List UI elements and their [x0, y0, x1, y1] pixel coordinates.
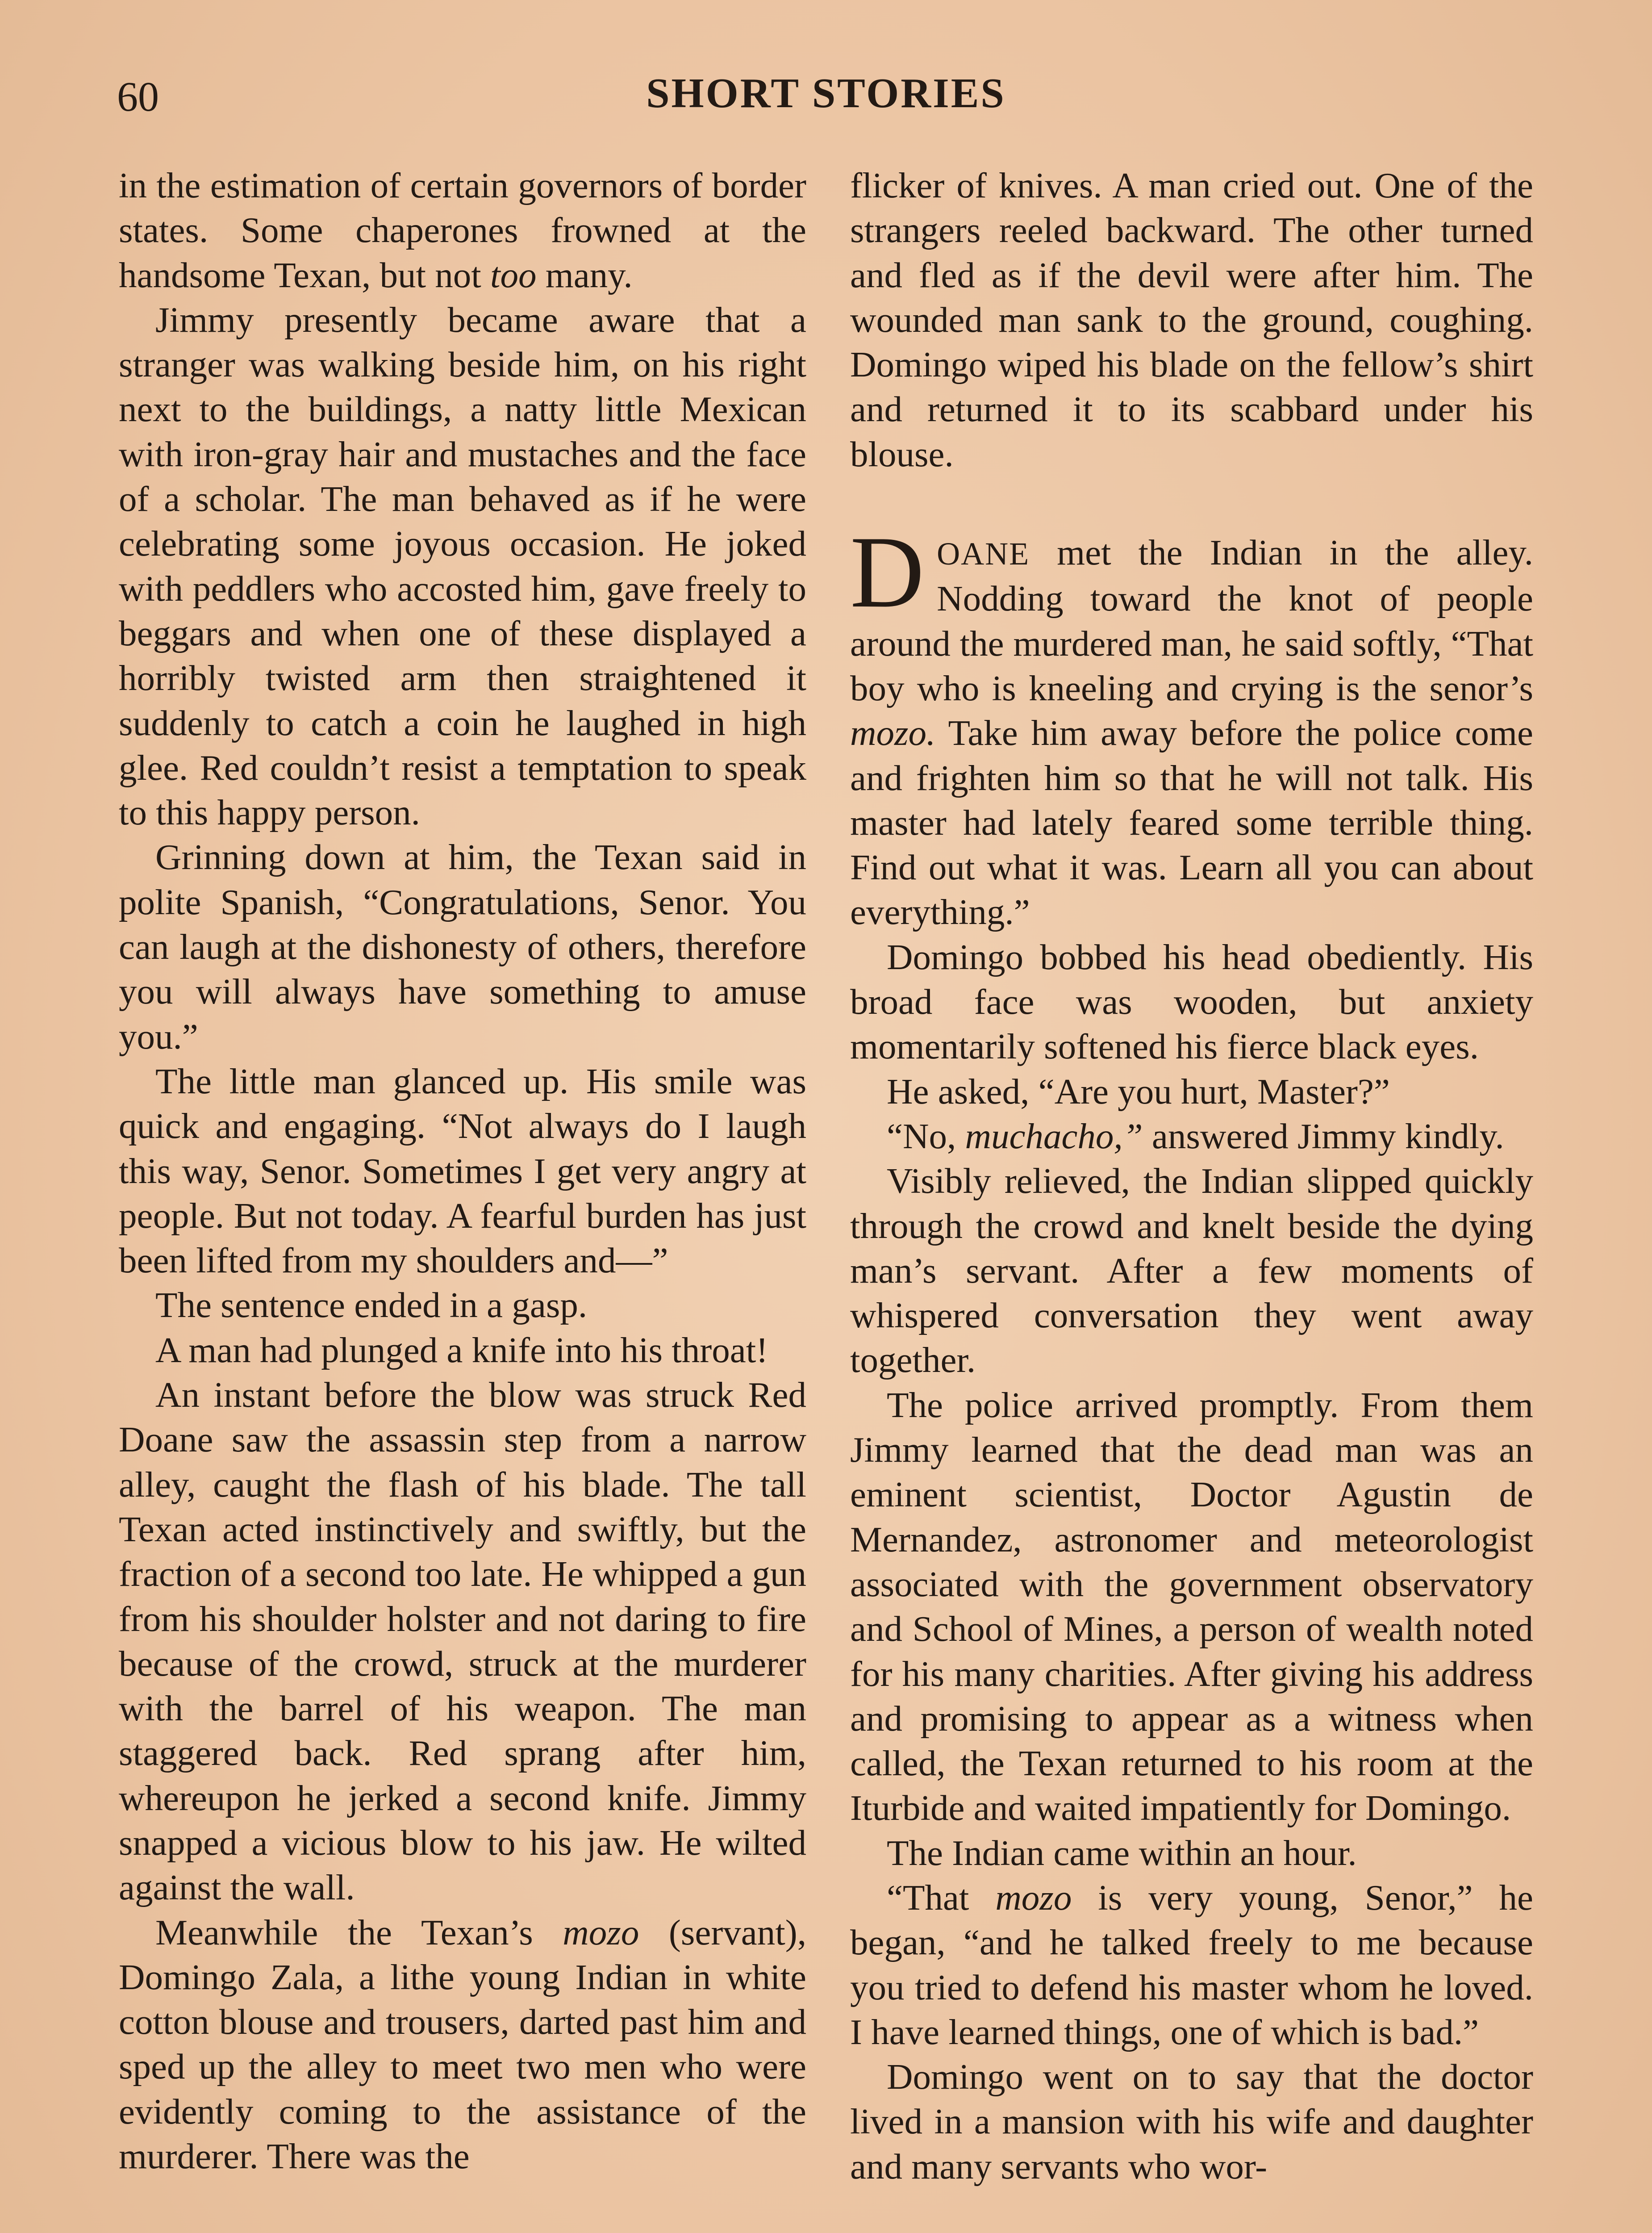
paragraph: An instant before the blow was struck Red Doane saw the assassin step from a narrow alley, caught the flash of his blade. The tall Texan acted instinctively and swiftly, but the fraction of a second too late. He whipped a gun from his shoulder holster and not daring to fire because of the crowd, struck at the murderer with the barrel of his weapon. The man staggered back. Red sprang after him, whereupon he jerked a second knife. Jimmy snapped a vicious blow to his jaw. He wilted against the wall. — [119, 1375, 806, 1908]
paragraph: He asked, “Are you hurt, Master?” — [887, 1071, 1390, 1112]
paragraph: flicker of knives. A man cried out. One of the strangers reeled backward. The other turned and fled as if the devil were after him. The wounded man sank to the ground, coughing. Domingo wiped his blade on the fellow’s shirt and returned it to its scabbard under his blouse. — [850, 165, 1533, 474]
paragraph: Domingo went on to say that the doctor lived in a mansion with his wife and daughter and many servants who wor- — [850, 2057, 1533, 2187]
paragraph: “No, muchacho,” answered Jimmy kindly. — [887, 1116, 1504, 1156]
paragraph: in the estimation of certain governors of border states. Some chaperones frowned at the handsome Texan, but not too many. — [119, 165, 806, 295]
paragraph: Domingo bobbed his head obediently. His broad face was wooden, but anxiety momentarily softened his fierce black eyes. — [850, 937, 1533, 1067]
paragraph: Grinning down at him, the Texan said in polite Spanish, “Congratulations, Senor. You can laugh at the dishonesty of others, therefore you will always have something to amuse you.” — [119, 837, 806, 1057]
paragraph: Visibly relieved, the Indian slipped quickly through the crowd and knelt beside the dying man’s servant. After a few moments of whispered conversation they went away together. — [850, 1161, 1533, 1380]
page-header — [0, 0, 1652, 147]
paragraph: Jimmy presently became aware that a stranger was walking beside him, on his right next to the buildings, a natty little Mexican with iron-gray hair and mustaches and the face of a scholar. The man behaved as if he were celebrating some joyous occasion. He joked with peddlers who accosted him, gave freely to beggars and when one of these displayed a horribly twisted arm then straightened it suddenly to catch a coin he laughed in high glee. Red couldn’t resist a temptation to speak to this happy person. — [119, 299, 806, 833]
paragraph: The sentence ended in a gasp. — [155, 1285, 588, 1326]
small-caps: OANE — [937, 536, 1030, 572]
magazine-title: SHORT STORIES — [646, 70, 1006, 117]
page-number: 60 — [117, 74, 159, 120]
drop-cap: D — [850, 515, 925, 629]
paragraph: The Indian came within an hour. — [887, 1832, 1357, 1873]
right-column — [850, 163, 1533, 2189]
paragraph: The police arrived promptly. From them Jimmy learned that the dead man was an eminent scientist, Doctor Agustin de Mernandez, astronomer and meteorologist associated with the government observatory and School of Mines, a person of wealth noted for his many charities. After giving his address and promising to appear as a witness when called, the Texan returned to his room at the Iturbide and waited impatiently for Domingo. — [850, 1384, 1533, 1828]
section-opening-paragraph: DOANE met the Indian in the alley. Nodding toward the knot of people around the murdered man, he said softly, “That boy who is kneeling and crying is the senor’s mozo. Take him away before the police come and frighten him so that he will not talk. His master had lately feared some terrible thing. Find out what it was. Learn all you can about everything.” — [850, 515, 1533, 933]
left-column — [119, 163, 806, 2179]
paragraph: A man had plunged a knife into his throat! — [155, 1330, 768, 1370]
paragraph: “That mozo is very young, Senor,” he began, “and he talked freely to me because you tried to defend his master whom he loved. I have learned things, one of which is bad.” — [850, 1877, 1533, 2052]
paragraph: Meanwhile the Texan’s mozo (servant), Domingo Zala, a lithe young Indian in white cotton blouse and trousers, darted past him and sped up the alley to meet two men who were evidently coming to the assistance of the murderer. There was the — [119, 1912, 806, 2177]
paragraph: The little man glanced up. His smile was quick and engaging. “Not always do I laugh this way, Senor. Sometimes I get very angry at people. But not today. A fearful burden has just been lifted from my shoulders and—” — [119, 1061, 806, 1281]
